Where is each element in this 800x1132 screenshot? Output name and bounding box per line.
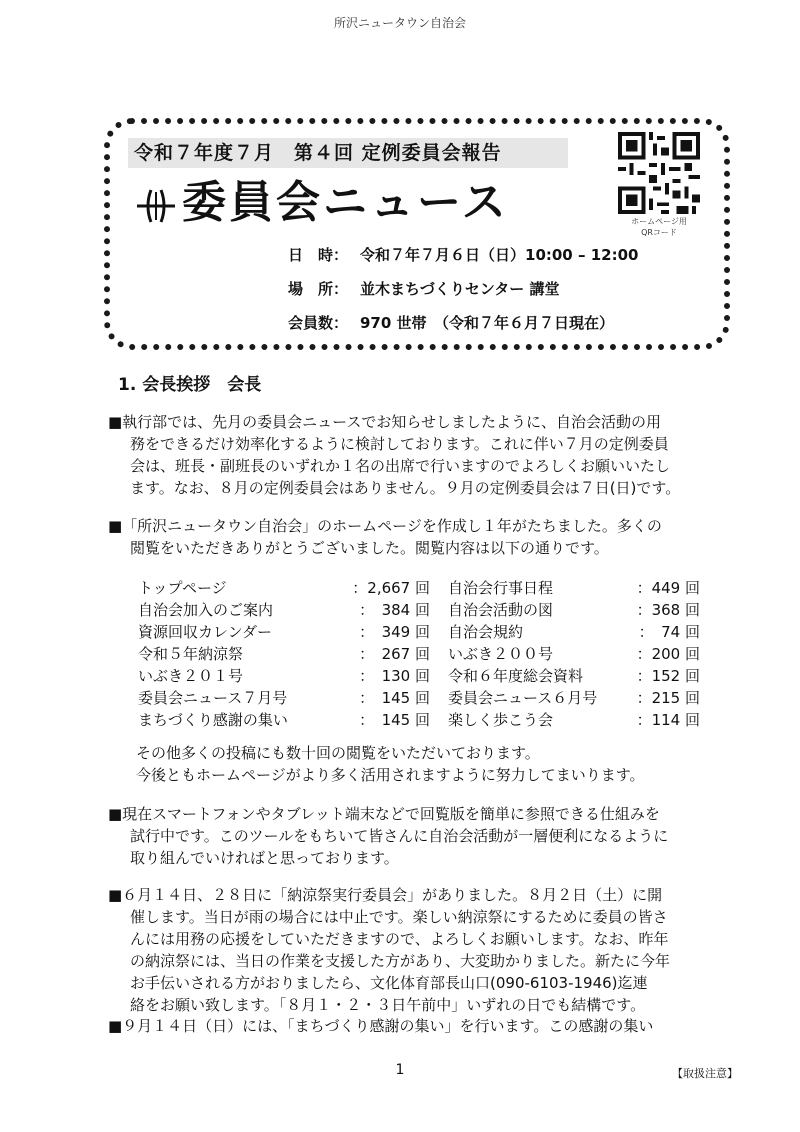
paragraph-line: ■執行部では、先月の委員会ニュースでお知らせしましたように、自治会活動の用: [108, 413, 661, 431]
homepage-note: [136, 742, 645, 786]
paragraph-line: ■「所沢ニュータウン自治会」のホームページを作成し１年がたちました。多くの: [108, 517, 662, 535]
page-name: いぶき２０１号: [138, 667, 244, 685]
newsletter-title: 委員会ニュース: [182, 177, 509, 228]
paragraph-line: 会は、班長・副班長のいずれか１名の出席で行いますのでよろしくお願いいたし: [130, 457, 671, 475]
page-name: 令和６年度総会資料: [448, 667, 584, 685]
qr-code-icon: [618, 132, 700, 214]
info-label: 場 所：: [288, 280, 349, 298]
page-name: 楽しく歩こう会: [448, 711, 554, 729]
page-name: 自治会行事日程: [448, 579, 554, 597]
view-count: ：449 回: [636, 579, 700, 597]
page-name: 資源回収カレンダー: [138, 623, 273, 641]
page-name: 自治会活動の図: [448, 601, 554, 619]
page-name: 委員会ニュース６月号: [448, 689, 598, 707]
paragraph-line: んには用務の応援をしていただきますので、よろしくお願いします。なお、昨年: [130, 930, 669, 948]
paragraph-gratitude-event: [108, 1015, 728, 1037]
page-name: 自治会規約: [448, 623, 524, 641]
view-count: ： 349 回: [359, 623, 430, 641]
view-count: ： 130 回: [359, 667, 430, 685]
info-members: [288, 312, 614, 333]
paragraph-line: 取り組んでいければと思っております。: [130, 849, 399, 867]
handling-notice: 【取扱注意】: [672, 1067, 738, 1080]
view-count: ： 384 回: [359, 601, 430, 619]
paragraph-smartphone: [108, 803, 728, 869]
report-title: 令和７年度７月 第４回 定例委員会報告: [128, 138, 568, 168]
view-count: ： 267 回: [359, 645, 430, 663]
qr-caption-line: ホームページ用: [631, 217, 687, 226]
paragraph-line: ます。なお、８月の定例委員会はありません。９月の定例委員会は７日(日)です。: [130, 479, 681, 497]
paragraph-line: 絡をお願い致します。「８月１・２・３日午前中」いずれの日でも結構です。: [130, 996, 646, 1014]
qr-caption: [604, 216, 714, 238]
view-count: ： 145 回: [359, 689, 430, 707]
view-count: ：368 回: [636, 601, 700, 619]
view-count: ：2,667 回: [352, 579, 430, 597]
info-value: 970 世帯 （令和７年６月７日現在）: [360, 314, 615, 332]
page-name: 自治会加入のご案内: [138, 601, 274, 619]
view-count: ：114 回: [636, 711, 700, 729]
paragraph-line: ■６月１４日、２８日に「納涼祭実行委員会」がありました。８月２日（土）に開: [108, 886, 663, 904]
paragraph-executive: [108, 411, 728, 499]
info-datetime: [288, 244, 638, 265]
page-name: 委員会ニュース７月号: [138, 689, 288, 707]
paragraph-line: の納涼祭には、当日の作業を支援した方があり、大変助かりました。新たに今年: [130, 952, 671, 970]
newsletter-logo-icon: [137, 188, 175, 224]
info-value: 令和７年７月６日（日）10:00 – 12:00: [360, 246, 639, 264]
qr-caption-line: QRコード: [641, 228, 677, 237]
paragraph-line: ■９月１４日（日）には、「まちづくり感謝の集い」を行います。この感謝の集い: [108, 1017, 654, 1035]
info-value: 並木まちづくりセンター 講堂: [360, 280, 560, 298]
info-venue: [288, 278, 559, 299]
view-count: ：152 回: [636, 667, 700, 685]
paragraph-line: 催します。当日が雨の場合には中止です。楽しい納涼祭にするために委員の皆さ: [130, 908, 668, 926]
page-number: 1: [395, 1062, 405, 1078]
paragraph-line: 務をできるだけ効率化するように検討しております。これに伴い７月の定例委員: [130, 435, 669, 453]
organization-header: 所沢ニュータウン自治会: [333, 16, 466, 30]
paragraph-line: ■現在スマートフォンやタブレット端末などで回覧版を簡単に参照できる仕組みを: [108, 805, 660, 823]
paragraph-homepage: [108, 515, 728, 559]
view-count: ： 74 回: [638, 623, 700, 641]
paragraph-line: 閲覧をいただきありがとうございました。閲覧内容は以下の通りです。: [130, 539, 609, 557]
section-heading: 1. 会長挨拶 会長: [118, 375, 262, 395]
page-name: まちづくり感謝の集い: [138, 711, 288, 729]
page-name: 令和５年納涼祭: [138, 645, 244, 663]
paragraph-summer-festival: [108, 884, 728, 1016]
page-name: トップページ: [138, 579, 227, 597]
view-count: ：200 回: [636, 645, 700, 663]
paragraph-line: その他多くの投稿にも数十回の閲覧をいただいております。: [136, 744, 540, 762]
paragraph-line: 試行中です。このツールをもちいて皆さんに自治会活動が一層便利になるように: [130, 827, 669, 845]
view-count: ： 145 回: [359, 711, 430, 729]
view-count: ：215 回: [636, 689, 700, 707]
info-label: 日 時：: [288, 246, 349, 264]
page-name: いぶき２００号: [448, 645, 554, 663]
paragraph-line: 今後ともホームページがより多く活用されますように努力してまいります。: [136, 766, 645, 784]
paragraph-line: お手伝いされる方がおりましたら、文化体育部長山口(090-6103-1946)迄連: [130, 974, 648, 992]
info-label: 会員数：: [288, 314, 349, 332]
